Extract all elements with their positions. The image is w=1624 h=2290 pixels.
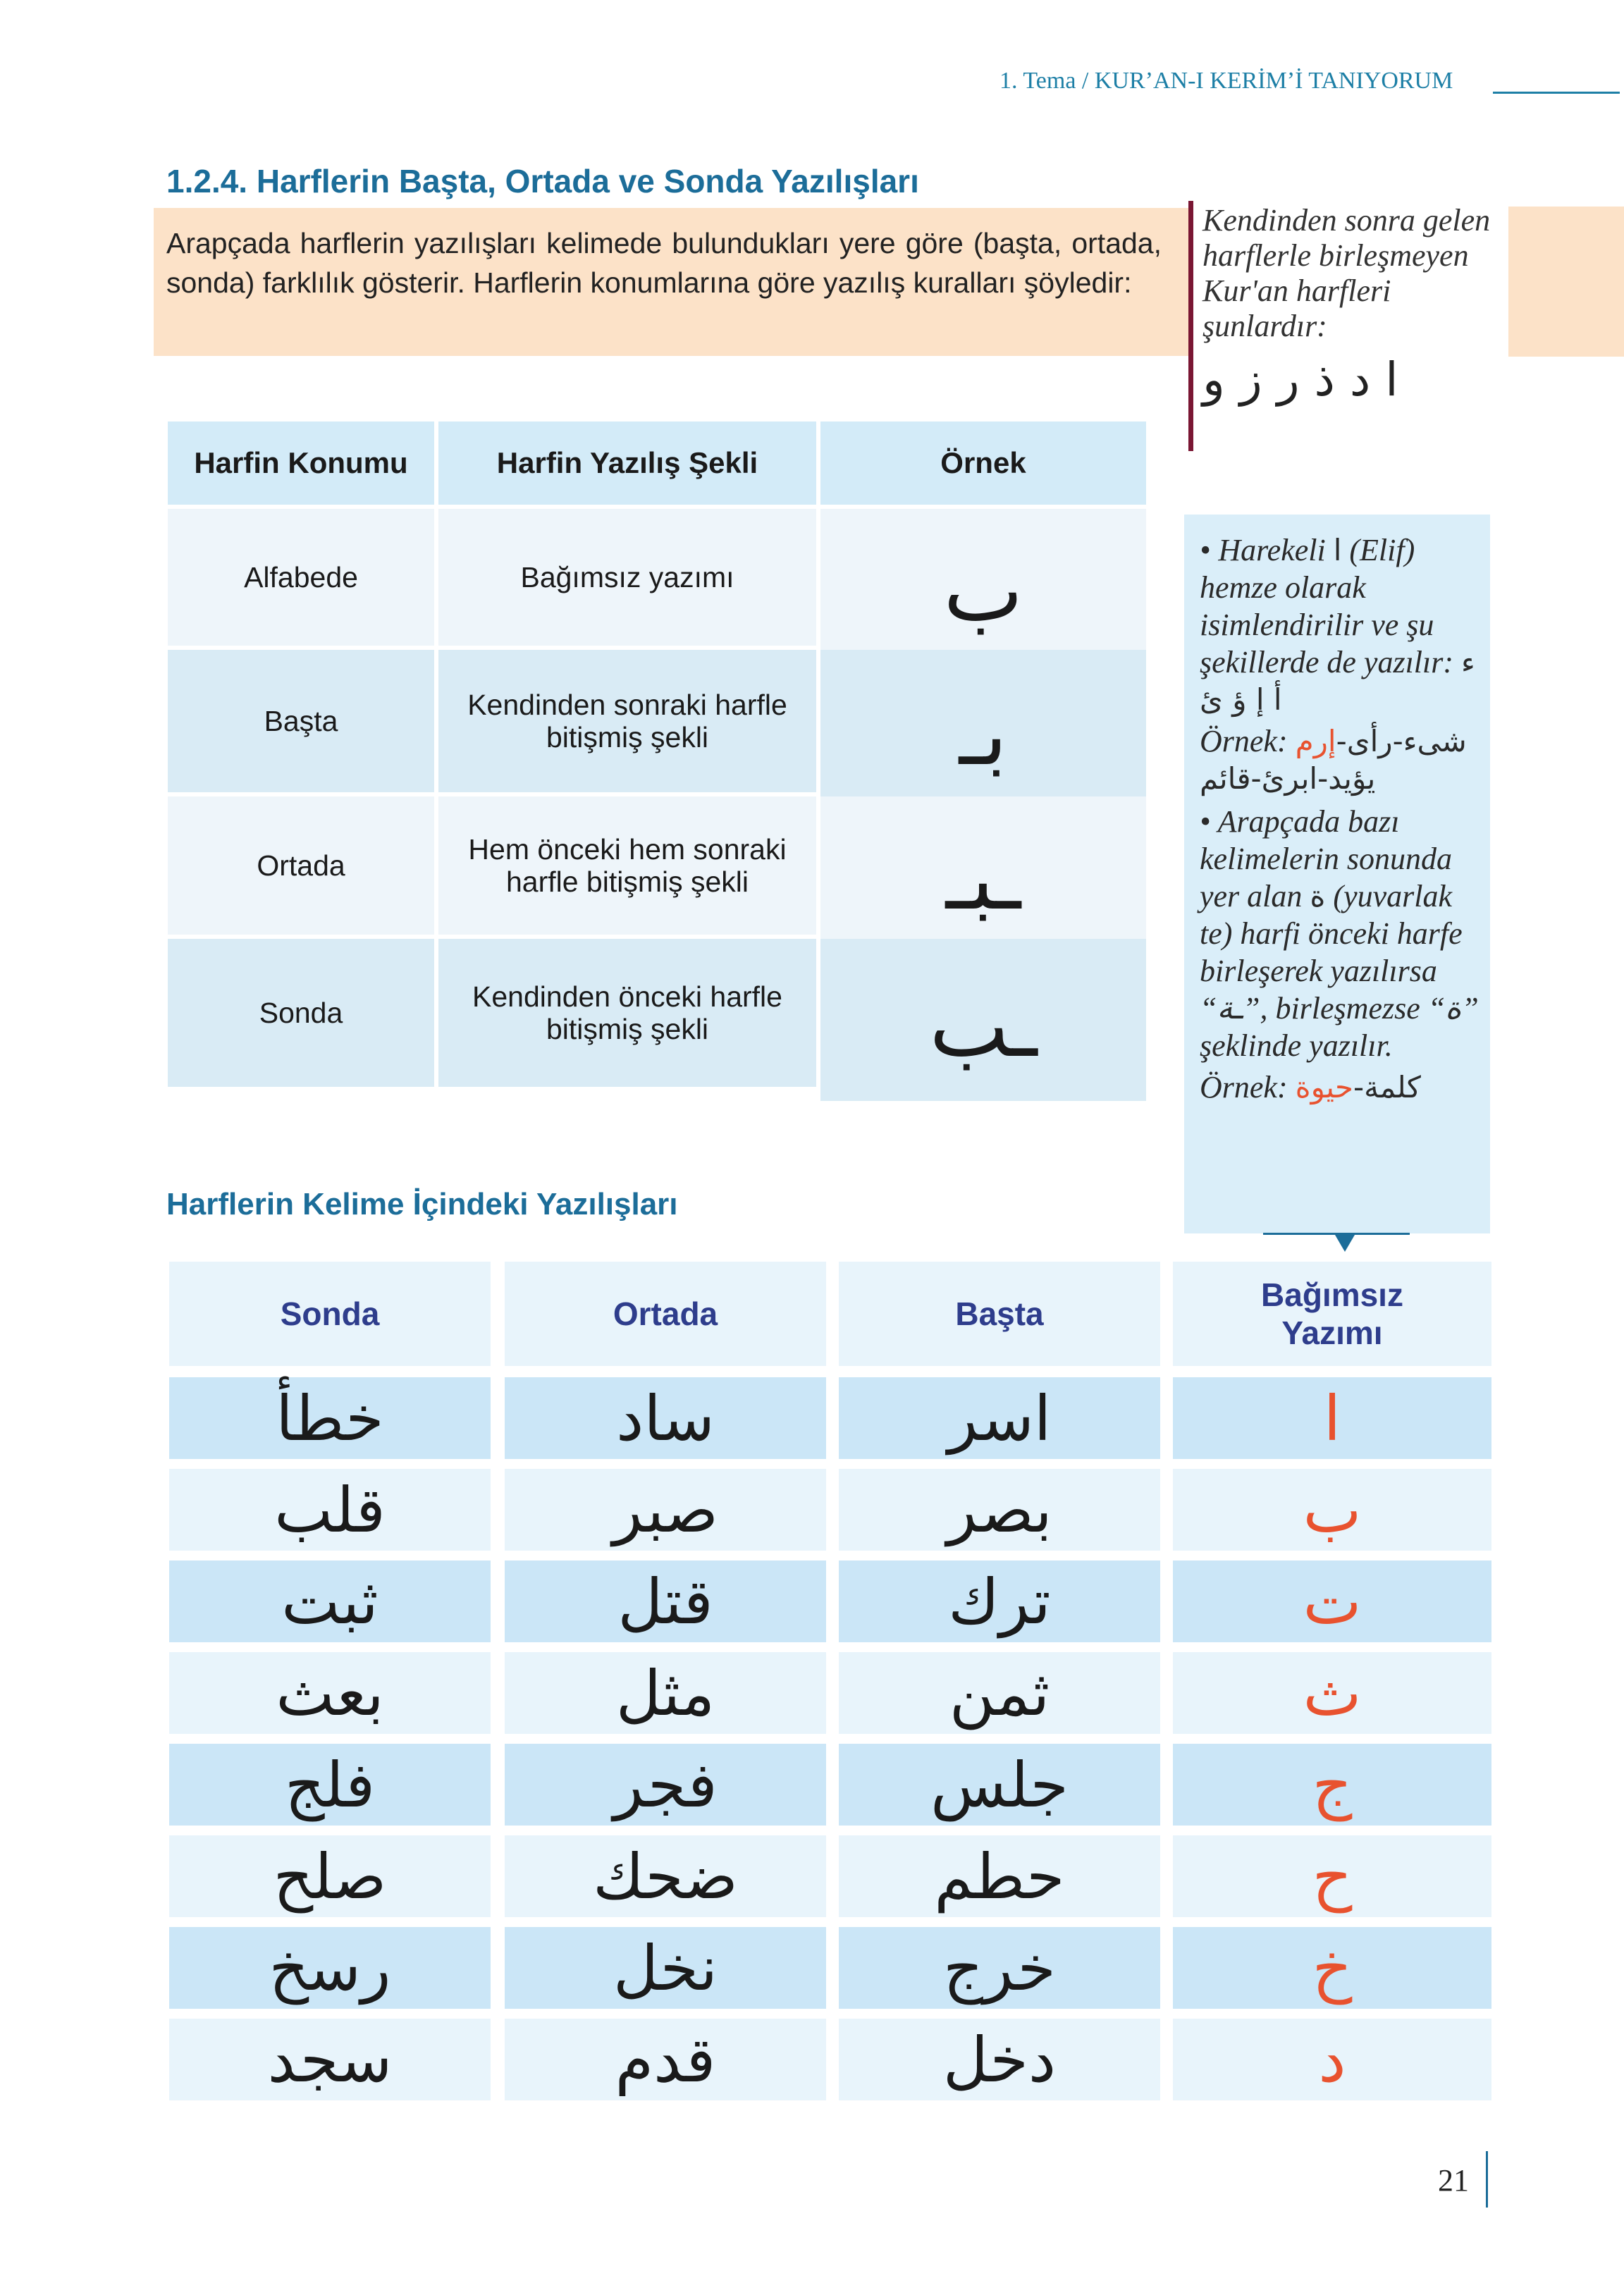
table2-cell-basta: ترك [839,1560,1160,1642]
header-rule [1493,92,1620,94]
table2-cell-ortada: ساد [505,1377,826,1459]
section-title: 1.2.4. Harflerin Başta, Ortada ve Sonda Yazılışları [166,163,919,199]
table2-cell-sonda: ثبت [169,1560,491,1642]
subsection-title: Harflerin Kelime İçindeki Yazılışları [166,1187,678,1221]
info-box [1184,515,1490,1233]
hamza-forms: ء أ إ ؤ ئ [1200,645,1475,717]
table1-form: Kendinden sonraki harfle bitişmiş şekli [438,650,816,792]
table1-position: Ortada [168,796,434,935]
table1-form: Bağımsız yazımı [438,509,816,646]
info-paragraph-teh: • Arapçada bazı kelimelerin sonunda yer alan ة (yuvarlak te) harfi önceki harfe birleşerek yazılırsa “ـة”, birleşmezse “ة” şeklinde yazılır. [1200,804,1479,1063]
table2-cell-sonda: فلج [169,1744,491,1826]
side-note-text: Kendinden sonra gelen harflerle birleşmeyen Kur'an harfleri şunlardır: [1202,203,1491,343]
table2-cell-bagimsiz: ا [1173,1377,1491,1459]
table2-cell-bagimsiz: د [1173,2019,1491,2100]
table2-cell-basta: حطم [839,1835,1160,1917]
info-example-hamza: Örnek: شىء-رأى-إرم يؤيد-ابرئ-قائم [1200,724,1467,796]
table2-cell-ortada: فجر [505,1744,826,1826]
table2-cell-ortada: قدم [505,2019,826,2100]
side-note-letters: ا د ذ ر ز و [1202,352,1398,407]
table2-header: Bağımsız Yazımı [1173,1262,1491,1366]
table2-cell-ortada: نخل [505,1927,826,2009]
table1-position: Başta [168,650,434,792]
intro-text: Arapçada harflerin yazılışları kelimede bulundukları yere göre (başta, ortada, sonda) farklılık gösterir. Harflerin konumlarına göre yazılış kuralları şöyledir: [166,227,1162,299]
table2-cell-basta: ثمن [839,1652,1160,1734]
info-text [1200,531,1482,1106]
table1-position: Sonda [168,939,434,1087]
table1-header: Harfin Yazılış Şekli [438,421,816,505]
table1-header: Harfin Konumu [168,421,434,505]
table2-cell-bagimsiz: خ [1173,1927,1491,2009]
margin-tab [1508,207,1624,357]
table2-cell-sonda: خطأ [169,1377,491,1459]
table2-cell-basta: دخل [839,2019,1160,2100]
arrow-down-icon [1335,1235,1355,1252]
table1-example: ـب [820,939,1146,1101]
table1-example: ب [820,509,1146,660]
table2-cell-ortada: قتل [505,1560,826,1642]
table2-cell-bagimsiz: ب [1173,1469,1491,1551]
table2-cell-bagimsiz: ح [1173,1835,1491,1917]
page-number: 21 [1438,2163,1469,2198]
table2-cell-ortada: ضحك [505,1835,826,1917]
table2-cell-sonda: بعث [169,1652,491,1734]
table2-cell-sonda: صلح [169,1835,491,1917]
table2-cell-ortada: مثل [505,1652,826,1734]
intro-box [154,208,1188,356]
table2-cell-basta: خرج [839,1927,1160,2009]
table2-cell-sonda: سجد [169,2019,491,2100]
table2-cell-bagimsiz: ث [1173,1652,1491,1734]
table2-cell-bagimsiz: ت [1173,1560,1491,1642]
elif-letter: ا [1333,533,1342,567]
table2-cell-bagimsiz: ج [1173,1744,1491,1826]
table2-header: Ortada [505,1262,826,1366]
info-example-teh: Örnek: كلمة-حيوة [1200,1070,1421,1104]
table1-example: ـبـ [820,796,1146,949]
table1-form: Hem önceki hem sonraki harfle bitişmiş şekli [438,796,816,935]
table2-cell-basta: اسر [839,1377,1160,1459]
table2-cell-basta: بصر [839,1469,1160,1551]
chapter-header: 1. Tema / KUR’AN-I KERİM’İ TANIYORUM [999,68,1453,94]
table2-cell-sonda: رسخ [169,1927,491,2009]
table2-cell-ortada: صبر [505,1469,826,1551]
table1-header: Örnek [820,421,1146,505]
page-number-rule [1486,2151,1488,2208]
table2-header: Başta [839,1262,1160,1366]
info-paragraph-hamza: • Harekeli ا (Elif) hemze olarak isimlendirilir ve şu şekillerde de yazılır: ء أ إ ؤ ئ [1200,533,1475,717]
table1-position: Alfabede [168,509,434,646]
table1-example: بـ [820,650,1146,806]
table2-header: Sonda [169,1262,491,1366]
table2-cell-sonda: قلب [169,1469,491,1551]
table2-cell-basta: جلس [839,1744,1160,1826]
side-note-bar [1188,201,1193,451]
table1-form: Kendinden önceki harfle bitişmiş şekli [438,939,816,1087]
